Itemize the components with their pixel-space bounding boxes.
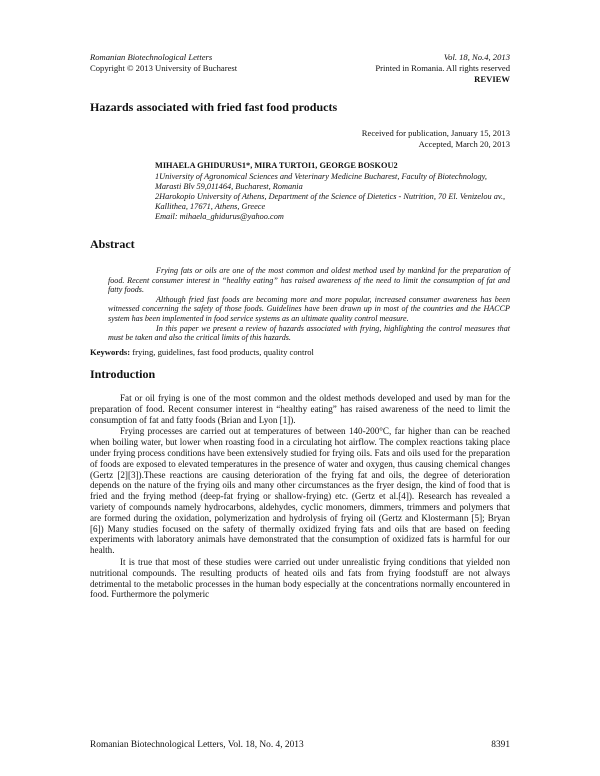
- abstract-text: [108, 266, 510, 343]
- affiliation-1: 1University of Agronomical Sciences and Veterinary Medicine Bucharest, Faculty of Biotechnology, Marasti Blv 59,011464, Bucharest, Romania: [155, 172, 487, 191]
- article-type: REVIEW: [474, 74, 510, 84]
- author-names: MIHAELA GHIDURUS1*, MIRA TURTOI1, GEORGE BOSKOU2: [155, 161, 398, 170]
- footer-citation: Romanian Biotechnological Letters, Vol. 18, No. 4, 2013: [90, 740, 304, 750]
- accepted-date: Accepted, March 20, 2013: [418, 139, 510, 149]
- paper-title: Hazards associated with fried fast food products: [90, 100, 338, 114]
- affiliation-2: 2Harokopio University of Athens, Department of the Science of Dietetics - Nutrition, 70 El. Venizelou av., Kallithea, 17671, Athens, Greece: [155, 192, 506, 211]
- body-paragraph: It is true that most of these studies were carried out under unrealistic frying conditions that yielded non nutritional compounds. The resulting products of heated oils and fats from frying foodstuff are not always detrimental to the metabolic processes in the human body especially at the concentrations normally encountered in food. Furthermore the polymeric: [90, 556, 510, 600]
- printed-line: Printed in Romania. All rights reserved: [375, 63, 510, 73]
- abstract-paragraph: Frying fats or oils are one of the most common and oldest method used by mankind for the preparation of food. Recent consumer interest in “healthy eating” has raised awareness of the need to limit the consumption of fat and fatty foods.: [108, 266, 510, 295]
- journal-name: Romanian Biotechnological Letters: [90, 52, 213, 62]
- body-paragraph: Fat or oil frying is one of the most common and the oldest methods developed and used by man for the preparation of food. Recent consumer interest in “healthy eating” has raised awareness of the need to limit the consumption of fat and fatty foods (Brian and Lyon [1]).: [90, 393, 510, 425]
- introduction-heading: Introduction: [90, 367, 156, 381]
- copyright-line: Copyright © 2013 University of Bucharest: [90, 63, 238, 73]
- page-number: 8391: [491, 740, 510, 750]
- volume-line: Vol. 18, No.4, 2013: [443, 52, 510, 62]
- keywords-list: frying, guidelines, fast food products, quality control: [132, 347, 314, 357]
- received-date: Received for publication, January 15, 2013: [361, 128, 510, 138]
- keywords-line: [90, 347, 314, 357]
- author-email: Email: mihaela_ghidurus@yahoo.com: [155, 212, 284, 221]
- introduction-text: [90, 393, 510, 601]
- abstract-paragraph: Although fried fast foods are becoming more and more popular, increased consumer awareness has been witnessed concerning the safety of those foods. Guidelines have been drawn up in most of the countries and the HACCP system has been implemented in food service systems as an ultimate quality control measure.: [108, 294, 510, 323]
- abstract-paragraph: In this paper we present a review of hazards associated with frying, highlighting the control measures that must be taken and also the critical limits of this hazards.: [108, 323, 510, 343]
- body-paragraph: Frying processes are carried out at temperatures of between 140-200°C, far higher than can be reached when boiling water, but lower when roasting food in a circulating hot airflow. The complex reactions taking place under frying process conditions have been extensively studied for frying oils. Fats and oils used for the preparation of foods are exposed to elevated temperatures in the presence of water and oxygen, thus causing chemical changes (Gertz [2][3]).These reactions are causing deterioration of the frying fat and oils, the degree of deterioration depends on the nature of the frying oils and many other circumstances as the fryer design, the kind of food that is fried and the frying method (deep-fat frying or shallow-frying) etc. (Gertz et al.[4]). Research has revealed a variety of compounds namely hydrocarbons, aldehydes, cyclic monomers, dimmers, trimmers and polymers that are formed during the oxidation, polymerization and hydrolysis of frying oil (Gertz and Klostermann [5]; Bryan [6]) Many studies focused on the safety of thermally oxidized frying fats and oils that are based on feeding experiments with laboratory animals have demonstrated that the consumption of oxidized fats is harmful for our health.: [90, 426, 510, 556]
- page-footer: [90, 740, 510, 750]
- abstract-heading: Abstract: [90, 237, 135, 251]
- running-header-left: [90, 52, 237, 74]
- keywords-label: Keywords:: [90, 347, 131, 357]
- running-header-right: [375, 52, 510, 85]
- author-block: [155, 161, 510, 222]
- publication-dates: [362, 128, 510, 150]
